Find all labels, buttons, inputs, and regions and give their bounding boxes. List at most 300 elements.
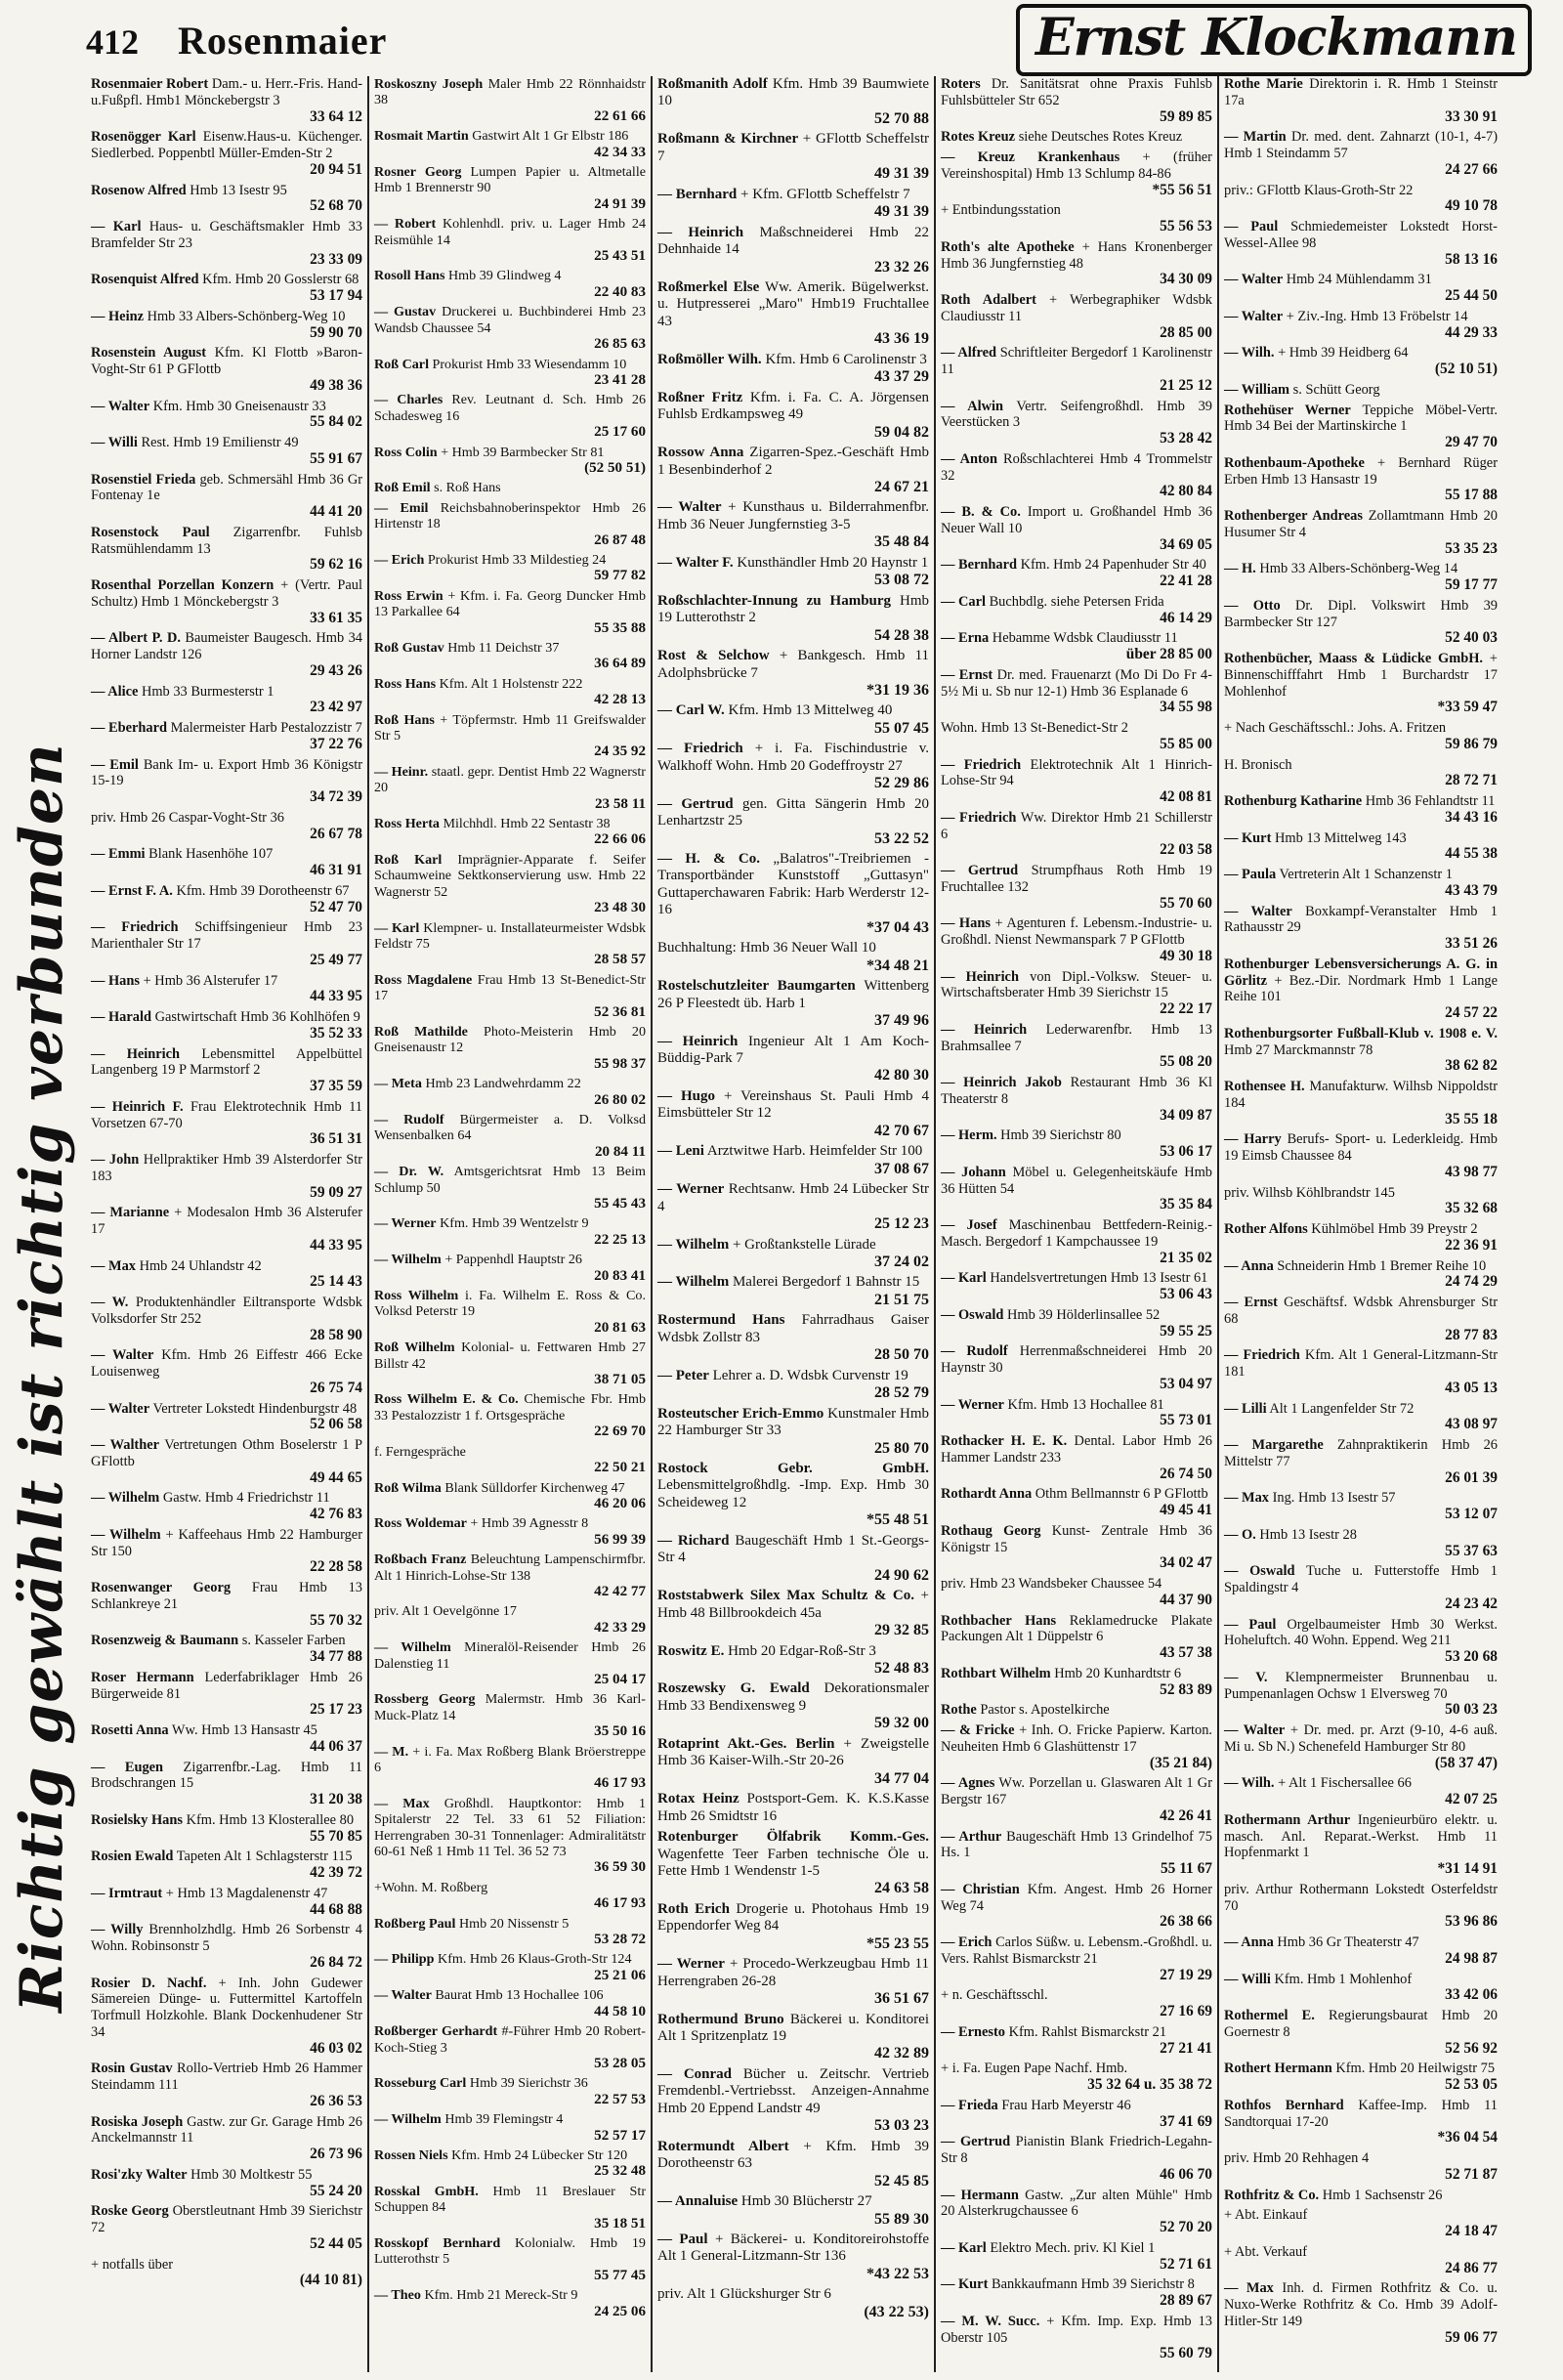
entry-phone: 55 17 88 (1445, 487, 1498, 504)
directory-entry (91, 846, 362, 879)
directory-entry (657, 76, 929, 127)
entry-phone: 44 06 37 (310, 1737, 362, 1755)
directory-entry (374, 1916, 646, 1948)
entry-name: — Heinrich (941, 968, 1019, 985)
entry-name: — Max (1224, 2280, 1274, 2297)
entry-phone: 42 07 25 (1445, 1791, 1498, 1807)
entry-name: — Kurt (1224, 829, 1272, 846)
entry-phone: 43 36 19 (874, 330, 929, 348)
directory-entry (374, 816, 646, 848)
entry-phone: 42 33 29 (594, 1619, 646, 1636)
entry-details: Hmb 1 Sachsenstr 26 (1322, 2187, 1443, 2203)
directory-entry (374, 445, 646, 477)
entry-phone: 20 94 51 (310, 160, 362, 178)
directory-entry (1224, 403, 1498, 451)
entry-name: Rostelschutzleiter Baumgarten (657, 978, 856, 995)
entry-name: — Anna (1224, 1934, 1274, 1950)
directory-entry (374, 1880, 646, 1912)
entry-name: Rothenburgsorter Fußball-Klub v. 1908 e. V. (1224, 1025, 1498, 1041)
entry-name: Roßmann & Kirchner (657, 131, 799, 148)
entry-details: Boxkampf-Veranstalter Hmb 1 Rathausstr 29 (1224, 903, 1498, 936)
entry-phone: 36 51 67 (874, 1990, 929, 2008)
entry-details: Dr. med. Frauenarzt (Mo Di Do Fr 4-5½ Mi u. Sb nur 12-1) Hmb 36 Esplanade 6 (941, 666, 1212, 700)
entry-details: Frau Hmb 13 Schlankreye 21 (91, 1580, 362, 1612)
entry-details: Dr. Sanitätsrat ohne Praxis Fuhlsb Fuhlsbütteler Str 652 (941, 76, 1212, 108)
entry-name: Rosien Ewald (91, 1849, 174, 1865)
directory-entry (657, 2286, 929, 2320)
entry-details: Buchbdlg. siehe Petersen Frida (989, 593, 1164, 610)
entry-name: Ross Hans (374, 675, 437, 692)
entry-details: Photo-Meisterin Hmb 20 Gneisenaustr 12 (374, 1023, 646, 1056)
entry-name: Roß Wilhelm (374, 1339, 455, 1356)
directory-entry (374, 1252, 646, 1284)
entry-phone: 23 41 28 (594, 371, 646, 388)
entry-name: Ross Colin (374, 444, 438, 460)
entry-name: Roß Hans (374, 711, 435, 728)
directory-entry (91, 129, 362, 178)
entry-name: — Walter (1224, 903, 1292, 919)
entry-name: — Lilli (1224, 1400, 1267, 1417)
directory-entry (941, 1523, 1212, 1572)
entry-details: Kfm. Hmb 20 Gosslerstr 68 (202, 272, 359, 288)
entry-phone: *43 22 53 (866, 2265, 929, 2282)
entry-name: Rothfos Bernhard (1224, 2097, 1344, 2113)
entry-phone: 25 44 50 (1445, 287, 1498, 304)
entry-name: — Karl (941, 1270, 987, 1287)
directory-columns (86, 76, 1556, 2372)
entry-details: Reklamedrucke Plakate Packungen Alt 1 Düppelstr 6 (941, 1612, 1212, 1645)
entry-name: — Heinrich (91, 1045, 181, 1062)
entry-name: — Karl (91, 219, 142, 234)
directory-entry (1224, 2207, 1498, 2240)
entry-phone: 53 06 17 (1160, 1143, 1212, 1160)
entry-details: Rest. Hmb 19 Emilienstr 49 (141, 435, 299, 450)
entry-name: — Alfred (941, 345, 997, 361)
directory-entry (91, 76, 362, 125)
entry-details: Kfm. Hmb 39 Baumwiete 10 (657, 76, 930, 109)
entry-details: + (früher Vereinshospital) Hmb 13 Schlump 84-86 (941, 149, 1212, 182)
entry-details: + Nach Geschäftsschl.: Johs. A. Fritzen (1224, 720, 1447, 736)
directory-entry (91, 1437, 362, 1486)
entry-name: — Annaluise (657, 2193, 739, 2210)
entry-name: Rosenstiel Frieda (91, 471, 196, 488)
entry-phone: 35 52 33 (310, 1024, 362, 1041)
entry-details: Buchhaltung: Hmb 36 Neuer Wall 10 (657, 940, 876, 956)
directory-entry (91, 1849, 362, 1882)
entry-name: — William (1224, 381, 1290, 398)
entry-phone: 23 32 26 (874, 258, 929, 276)
entry-phone: 43 05 13 (1445, 1379, 1498, 1396)
entry-details: Maschinenbau Bettfedern-Reinig.-Masch. Bergedorf 1 Kampchaussee 19 (941, 1217, 1212, 1250)
entry-details: + Hmb 36 Alsterufer 17 (143, 972, 278, 989)
entry-phone: 44 68 88 (310, 1900, 362, 1918)
entry-name: — Eberhard (91, 720, 167, 736)
entry-name: — Ernst F. A. (91, 882, 173, 899)
entry-phone: 24 23 42 (1445, 1594, 1498, 1612)
directory-entry (941, 1829, 1212, 1878)
entry-phone: 28 85 00 (1160, 323, 1212, 341)
entry-details: Vertreterin Alt 1 Schanzenstr 1 (1279, 867, 1453, 882)
entry-details: Bäckerei u. Konditorei Alt 1 Spritzenplatz 19 (657, 2011, 930, 2045)
entry-details: + Bäckerei- u. Konditoreirohstoffe Alt 1 General-Litzmann-Str 136 (657, 2231, 929, 2265)
entry-name: — Bernhard (657, 186, 738, 202)
directory-entry (91, 1295, 362, 1343)
entry-name: Rotes Kreuz (941, 129, 1016, 146)
entry-details: + Bez.-Dir. Nordmark Hmb 1 Lange Reihe 101 (1224, 972, 1498, 1005)
entry-phone: 53 12 07 (1445, 1506, 1498, 1522)
entry-name: Rothermund Bruno (657, 2011, 784, 2027)
entry-name: — Kreuz Krankenhaus (941, 149, 1120, 165)
entry-phone: 55 70 85 (310, 1827, 362, 1845)
entry-details: + Modesalon Hmb 36 Alsterufer 17 (91, 1205, 362, 1237)
entry-name: Roß Gustav (374, 640, 444, 656)
page-number: 412 (86, 22, 139, 62)
directory-entry (941, 2061, 1212, 2094)
entry-name: — Hermann (941, 2187, 1019, 2203)
entry-name: — Werner (374, 1215, 437, 1232)
entry-phone: 46 31 91 (310, 862, 362, 878)
entry-phone: 36 64 89 (594, 656, 646, 672)
entry-phone: 52 71 61 (1160, 2255, 1212, 2273)
entry-details: Malermeister Harb Pestalozzistr 7 (170, 720, 362, 736)
entry-details: Rechtsanw. Hmb 24 Lübecker Str 4 (657, 1181, 930, 1214)
entry-name: — Walter (1224, 1722, 1286, 1738)
entry-name: Rosi'zky Walter (91, 2166, 188, 2183)
entry-phone: 35 32 64 u. 35 38 72 (1087, 2076, 1212, 2093)
entry-name: — Irmtraut (91, 1885, 163, 1901)
entry-name: — Walter (91, 398, 150, 414)
entry-details: + n. Geschäftsschl. (941, 1987, 1048, 2004)
entry-name: — Marianne (91, 1205, 170, 1221)
entry-phone: 27 19 29 (1160, 1966, 1212, 1983)
entry-phone: 35 55 18 (1445, 1110, 1498, 1127)
directory-entry (1224, 1079, 1498, 1127)
entry-name: — Gustav (374, 304, 437, 320)
entry-phone: 55 56 53 (1160, 218, 1212, 234)
entry-phone: 55 98 37 (594, 1055, 646, 1072)
entry-details: Hmb 39 Sierichstr 36 (469, 2075, 588, 2092)
entry-name: Roß Mathilde (374, 1023, 468, 1040)
entry-details: Ww. Porzellan u. Glaswaren Alt 1 Gr Bergstr 167 (941, 1775, 1212, 1807)
entry-name: — Wilh. (1224, 345, 1275, 361)
entry-phone: 53 28 42 (1160, 430, 1212, 446)
entry-phone: 20 84 11 (595, 1143, 646, 1160)
directory-entry (374, 1603, 646, 1636)
entry-phone: 53 20 68 (1445, 1648, 1498, 1665)
directory-entry (374, 712, 646, 760)
entry-phone: 42 42 77 (594, 1583, 646, 1599)
entry-details: Dekorationsmaler Hmb 33 Bendixensweg 9 (657, 1680, 930, 1714)
directory-entry (657, 1368, 929, 1402)
entry-phone: 33 42 06 (1445, 1986, 1498, 2004)
entry-details: Kfm. Hmb 20 Heilwigstr 75 (1335, 2061, 1496, 2077)
directory-entry (374, 1444, 646, 1476)
entry-phone: 27 16 69 (1160, 2003, 1212, 2019)
directory-entry (91, 1670, 362, 1719)
entry-phone: 52 29 86 (874, 775, 929, 792)
directory-entry (91, 1633, 362, 1666)
entry-phone: 44 55 38 (1445, 845, 1498, 863)
entry-phone: 52 57 17 (594, 2127, 646, 2144)
directory-entry (1224, 309, 1498, 342)
entry-details: Blank Hasenhöhe 107 (148, 846, 274, 863)
directory-entry (941, 292, 1212, 341)
entry-phone: 36 59 30 (594, 1859, 646, 1876)
directory-entry (374, 552, 646, 584)
directory-entry (91, 1152, 362, 1201)
entry-phone: 24 98 87 (1445, 1949, 1498, 1967)
entry-phone: 26 67 78 (310, 825, 362, 842)
directory-entry (941, 399, 1212, 447)
directory-entry (91, 345, 362, 394)
entry-details: Kfm. Angest. Hmb 26 Horner Weg 74 (941, 1881, 1212, 1914)
entry-phone: 20 83 41 (594, 1267, 646, 1284)
directory-entry (374, 1987, 646, 2019)
entry-details: Imprägnier-Apparate f. Seifer Schaumweine Sektkonservierung usw. Hmb 22 Wagnerstr 52 (374, 851, 646, 900)
entry-details: Pianistin Blank Friedrich-Legahn-Str 8 (941, 2134, 1212, 2166)
entry-details: + Bernhard Rüger Erben Hmb 13 Hansastr 19 (1224, 454, 1498, 488)
entry-details: Hmb 13 Isestr 28 (1259, 1526, 1357, 1543)
entry-details: f. Ferngespräche (374, 1443, 466, 1460)
entry-details: Zahnpraktikerin Hmb 26 Mittelstr 77 (1224, 1437, 1498, 1469)
entry-phone: 26 73 96 (310, 2146, 362, 2162)
entry-name: Roß Carl (374, 356, 429, 372)
entry-details: + i. Fa. Max Roßberg Blank Bröerstreppe 6 (374, 1743, 646, 1775)
entry-phone: 55 73 01 (1160, 1412, 1212, 1429)
entry-details: priv. Alt 1 Oevelgönne 17 (374, 1603, 517, 1620)
entry-phone: 59 55 25 (1160, 1322, 1212, 1339)
entry-details: Hmb 20 Nissenstr 5 (458, 1915, 570, 1932)
entry-details: Lederwarenfbr. Hmb 13 Brahmsallee 7 (941, 1021, 1212, 1054)
entry-phone: (58 37 47) (1434, 1754, 1498, 1771)
directory-entry (657, 648, 929, 699)
directory-entry (941, 1613, 1212, 1662)
entry-name: — B. & Co. (941, 504, 1021, 520)
directory-entry (941, 149, 1212, 198)
entry-name: — Walther (91, 1437, 160, 1453)
entry-details: Regierungsbaurat Hmb 20 Goernestr 8 (1224, 2008, 1498, 2040)
entry-phone: 34 43 16 (1445, 808, 1498, 826)
entry-name: — Harry (1224, 1131, 1282, 1148)
directory-entry (1224, 1617, 1498, 1666)
entry-phone: 52 53 05 (1445, 2076, 1498, 2093)
entry-name: — Heinrich (657, 1033, 739, 1049)
directory-entry (374, 1215, 646, 1248)
entry-phone: 42 28 13 (594, 692, 646, 708)
entry-phone: 25 04 17 (594, 1671, 646, 1687)
entry-phone: 35 35 84 (1160, 1196, 1212, 1213)
entry-phone: 38 62 82 (1445, 1057, 1498, 1075)
directory-entry (91, 1722, 362, 1756)
directory-entry (941, 757, 1212, 806)
column-1 (86, 76, 369, 2372)
entry-details: Kfm. Hmb 39 Wentzelstr 9 (440, 1215, 589, 1232)
entry-details: Strumpfhaus Roth Hmb 19 Fruchtallee 132 (941, 863, 1212, 895)
entry-name: — Alice (91, 683, 139, 700)
entry-name: — Peter (657, 1367, 709, 1383)
directory-entry (1224, 1185, 1498, 1218)
entry-phone: 26 84 72 (310, 1953, 362, 1971)
entry-details: + Alt 1 Fischersallee 66 (1278, 1775, 1412, 1792)
entry-details: Baugeschäft Hmb 13 Grindelhof 75 Hs. 1 (941, 1828, 1212, 1861)
directory-entry (91, 1009, 362, 1042)
directory-entry (657, 1034, 929, 1084)
entry-phone: 35 18 51 (594, 2215, 646, 2231)
directory-entry (1224, 830, 1498, 864)
entry-name: — Willy (91, 1922, 144, 1938)
entry-phone: 44 37 90 (1160, 1591, 1212, 1608)
entry-name: Rothehüser Werner (1224, 402, 1351, 418)
entry-name: — Max (91, 1257, 136, 1274)
entry-phone: 55 07 45 (874, 719, 929, 737)
entry-name: Roß Emil (374, 480, 431, 496)
entry-details: Druckerei u. Buchbinderei Hmb 23 Wandsb Chaussee 54 (374, 304, 646, 336)
entry-phone: 25 12 23 (874, 1215, 929, 1233)
entry-phone: 23 58 11 (595, 795, 646, 812)
entry-phone: 59 17 77 (1445, 576, 1498, 593)
entry-details: Möbel u. Gelegenheitskäufe Hmb 36 Hütten 54 (941, 1164, 1212, 1197)
entry-phone: *55 23 55 (866, 1934, 929, 1952)
entry-phone: 55 70 60 (1160, 894, 1212, 912)
directory-entry (941, 2314, 1212, 2362)
entry-phone: 33 61 35 (310, 609, 362, 626)
entry-phone: 43 98 77 (1445, 1163, 1498, 1180)
directory-entry (91, 1527, 362, 1576)
directory-entry (1224, 2280, 1498, 2346)
entry-details: +Wohn. M. Roßberg (374, 1879, 488, 1895)
entry-name: Rosenstein August (91, 345, 207, 361)
directory-entry (91, 1205, 362, 1254)
entry-details: + Hmb 48 Billbrookdeich 45a (657, 1588, 930, 1621)
entry-details: + Dr. med. pr. Arzt (9-10, 4-6 auß. Mi u. Sb N.) Schenefeld Hamburger Str 80 (1224, 1722, 1498, 1755)
entry-phone: 43 37 29 (874, 368, 929, 386)
entry-details: + Pappenhdl Hauptstr 26 (444, 1252, 582, 1268)
entry-phone: 27 21 41 (1160, 2039, 1212, 2057)
entry-name: — Friedrich (91, 919, 179, 936)
entry-details: Dental. Labor Hmb 26 Hammer Landstr 233 (941, 1433, 1212, 1466)
entry-details: Kfm. Hmb 21 Mereck-Str 9 (424, 2287, 578, 2304)
entry-details: Dr. med. dent. Zahnarzt (10-1, 4-7) Hmb 1 Steindamm 57 (1224, 129, 1498, 161)
entry-name: — Wilhelm (374, 1252, 442, 1268)
entry-name: Rothfritz & Co. (1224, 2187, 1320, 2203)
entry-phone: 36 51 31 (310, 1130, 362, 1148)
entry-name: — Meta (374, 1076, 422, 1092)
entry-details: Hmb 30 Moltkestr 55 (190, 2166, 313, 2183)
entry-name: — Rudolf (941, 1343, 1008, 1360)
directory-entry (657, 1181, 929, 1232)
entry-details: Brennholzhdlg. Hmb 26 Sorbenstr 4 Wohn. Robinsonstr 5 (91, 1922, 362, 1954)
directory-entry (91, 2167, 362, 2200)
entry-phone: 52 47 70 (310, 898, 362, 915)
entry-phone: 26 75 74 (310, 1379, 362, 1396)
entry-details: Maler Hmb 22 Rönnhaidstr 38 (374, 76, 646, 108)
entry-details: Kfm. Rahlst Bismarckstr 21 (1008, 2023, 1167, 2040)
entry-name: — Friedrich (941, 756, 1022, 773)
directory-entry (91, 1258, 362, 1292)
entry-name: — Oswald (1224, 1563, 1295, 1580)
entry-name: — Ernst (941, 666, 993, 683)
entry-name: — Friedrich (941, 809, 1017, 826)
entry-name: — Ernesto (941, 2023, 1005, 2040)
entry-phone: 52 70 20 (1160, 2219, 1212, 2235)
entry-phone: 43 08 97 (1445, 1416, 1498, 1433)
entry-phone: 24 27 66 (1445, 160, 1498, 178)
entry-details: Schriftleiter Bergedorf 1 Karolinenstr 11 (941, 345, 1212, 377)
entry-name: Roßbach Franz (374, 1551, 467, 1568)
entry-details: Zigarrenfbr.-Lag. Hmb 11 Brodschrangen 15 (91, 1759, 362, 1792)
directory-entry (1224, 1563, 1498, 1612)
entry-phone: 34 55 98 (1160, 699, 1212, 716)
entry-phone: 59 90 70 (310, 323, 362, 341)
entry-phone: 26 85 63 (594, 336, 646, 353)
entry-details: Baumeister Baugesch. Hmb 34 Horner Landstr 126 (91, 630, 362, 662)
entry-phone: 59 86 79 (1445, 735, 1498, 752)
entry-phone: 26 87 48 (594, 531, 646, 548)
entry-name: — Willi (91, 435, 138, 450)
entry-name: — Walter (657, 499, 722, 516)
entry-phone: *36 04 54 (1437, 2129, 1498, 2146)
entry-phone: 52 06 58 (310, 1416, 362, 1433)
entry-details: H. Bronisch (1224, 756, 1292, 773)
directory-entry (374, 1796, 646, 1876)
directory-entry (91, 272, 362, 305)
directory-entry (657, 851, 929, 936)
entry-details: Schneiderin Hmb 1 Bremer Reihe 10 (1277, 1257, 1487, 1274)
entry-name: — Walter (374, 1987, 432, 2004)
entry-phone: 24 63 58 (874, 1880, 929, 1897)
entry-name: — O. (1224, 1526, 1256, 1543)
directory-entry (374, 164, 646, 212)
entry-details: Carlos Süßw. u. Lebensm.-Großhdl. u. Vers. Rahlst Bismarckstr 21 (941, 1934, 1212, 1967)
entry-name: Rothenbücher, Maass & Lüdicke GmbH. (1224, 651, 1484, 666)
entry-phone: 22 50 21 (594, 1460, 646, 1476)
entry-details: s. Kasseler Farben (241, 1633, 346, 1649)
entry-details: Pastor s. Apostelkirche (980, 1702, 1110, 1719)
entry-details: priv. Arthur Rothermann Lokstedt Osterfeldstr 70 (1224, 1881, 1498, 1914)
running-head: Rosenmaier (178, 19, 388, 63)
entry-details: Gastw. Hmb 4 Friedrichstr 11 (162, 1490, 330, 1507)
entry-details: Ww. Hmb 13 Hansastr 45 (171, 1722, 317, 1738)
entry-phone: 34 02 47 (1160, 1554, 1212, 1572)
entry-details: Roßschlachterei Hmb 4 Trommelstr 32 (941, 450, 1212, 484)
entry-details: Baurat Hmb 13 Hochallee 106 (435, 1987, 604, 2004)
entry-phone: 55 45 43 (594, 1196, 646, 1211)
entry-details: priv. Hmb 23 Wandsbeker Chaussee 54 (941, 1576, 1162, 1592)
directory-entry (941, 1217, 1212, 1266)
entry-details: Kolonialw. Hmb 19 Lutterothstr 5 (374, 2234, 646, 2268)
entry-name: — Emil (374, 499, 429, 516)
entry-details: Klempner- u. Installateurmeister Wdsbk Feldstr 75 (374, 919, 646, 952)
entry-name: — Christian (941, 1881, 1020, 1897)
entry-phone: 22 03 58 (1160, 841, 1212, 859)
page-header (0, 0, 1563, 73)
directory-entry (374, 1391, 646, 1439)
entry-name: Rotenburger Ölfabrik Komm.-Ges. (657, 1829, 929, 1846)
directory-entry (91, 1760, 362, 1808)
entry-details: Kfm. Hmb 26 Klaus-Groth-Str 124 (438, 1951, 632, 1968)
directory-entry (657, 352, 929, 386)
directory-entry (657, 1143, 929, 1177)
entry-details: Wittenberg 26 P Fleestedt üb. Harb 1 (657, 978, 929, 1011)
entry-phone: *55 48 51 (866, 1511, 929, 1529)
entry-details: Kfm. Hmb 26 Eiffestr 466 Ecke Louisenweg (91, 1347, 362, 1380)
entry-name: — Paul (1224, 1616, 1277, 1633)
entry-details: Kfm. Hmb 24 Lübecker Str 120 (451, 2146, 628, 2163)
entry-details: + Kfm. Hmb 39 Dorotheenstr 63 (657, 2138, 929, 2172)
entry-phone: 53 06 43 (1160, 1286, 1212, 1302)
entry-details: von Dipl.-Volksw. Steuer- u. Wirtschaftsberater Hmb 39 Sierichstr 15 (941, 968, 1212, 1001)
directory-entry (374, 1951, 646, 1983)
